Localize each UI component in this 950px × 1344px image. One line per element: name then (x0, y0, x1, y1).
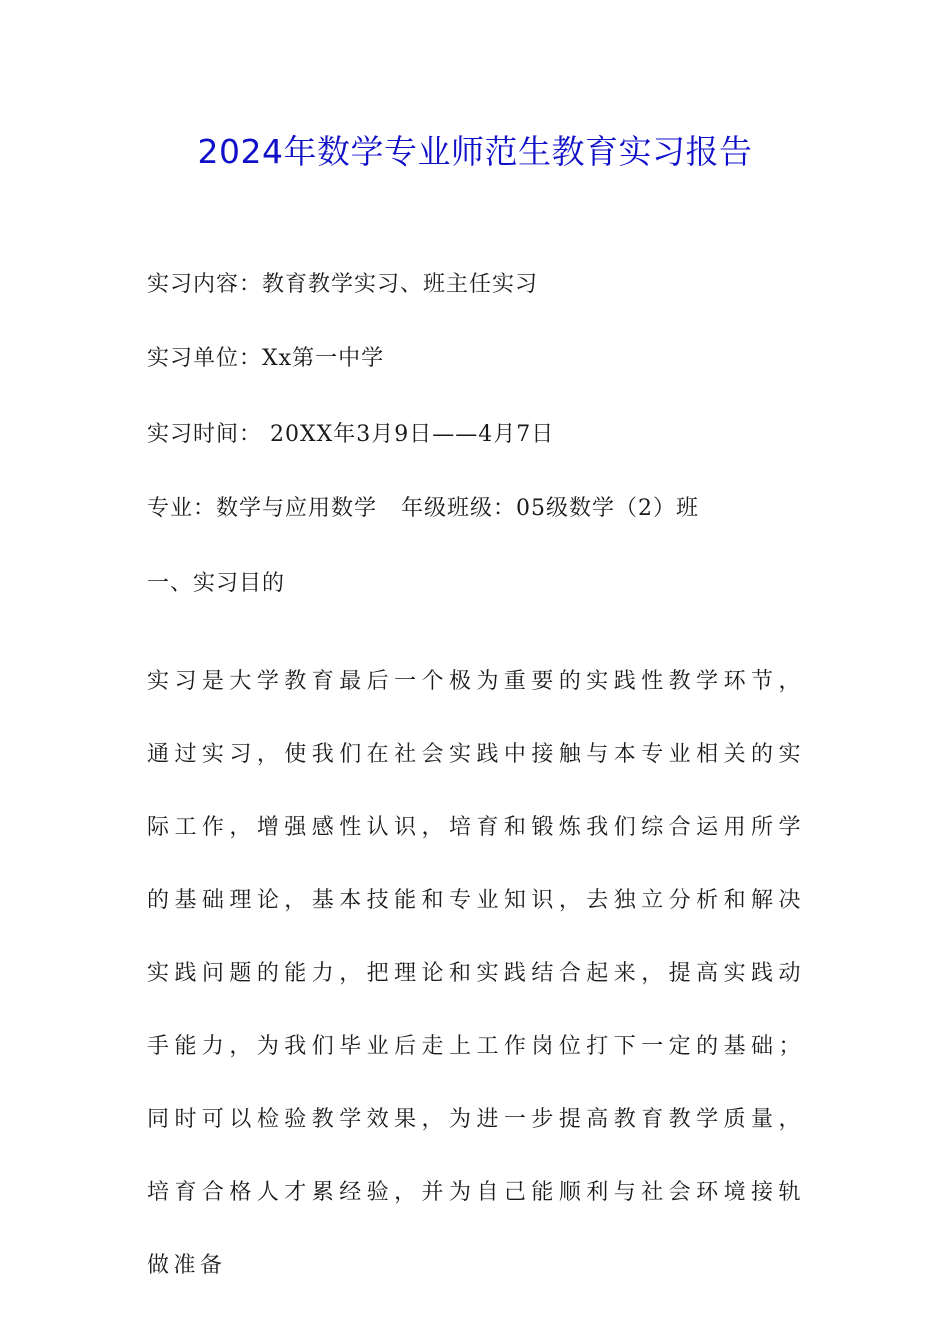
internship-time-line: 实习时间： 20XX年3月9日——4月7日 (147, 422, 555, 447)
major-class-line: 专业：数学与应用数学 年级班级：05级数学（2）班 (147, 496, 699, 521)
internship-unit-line: 实习单位：Xx第一中学 (147, 346, 385, 371)
internship-content-line: 实习内容：教育教学实习、班主任实习 (147, 272, 539, 297)
document-title: 2024年数学专业师范生教育实习报告 (197, 132, 753, 171)
section-heading: 一、实习目的 (147, 571, 286, 596)
section-paragraph: 实习是大学教育最后一个极为重要的实践性教学环节，通过实习，使我们在社会实践中接触与本专业相关的实际工作，增强感性认识，培育和锻炼我们综合运用所学的基础理论，基本技能和专业知识，去独立分析和解决实践问题的能力，把理论和实践结合起来，提高实践动手能力，为我们毕业后走上工作岗位打下一定的基础；同时可以检验教学效果，为进一步提高教育教学质量，培育合格人才累经验，并为自己能顺利与社会环境接轨做准备 (147, 669, 805, 1278)
